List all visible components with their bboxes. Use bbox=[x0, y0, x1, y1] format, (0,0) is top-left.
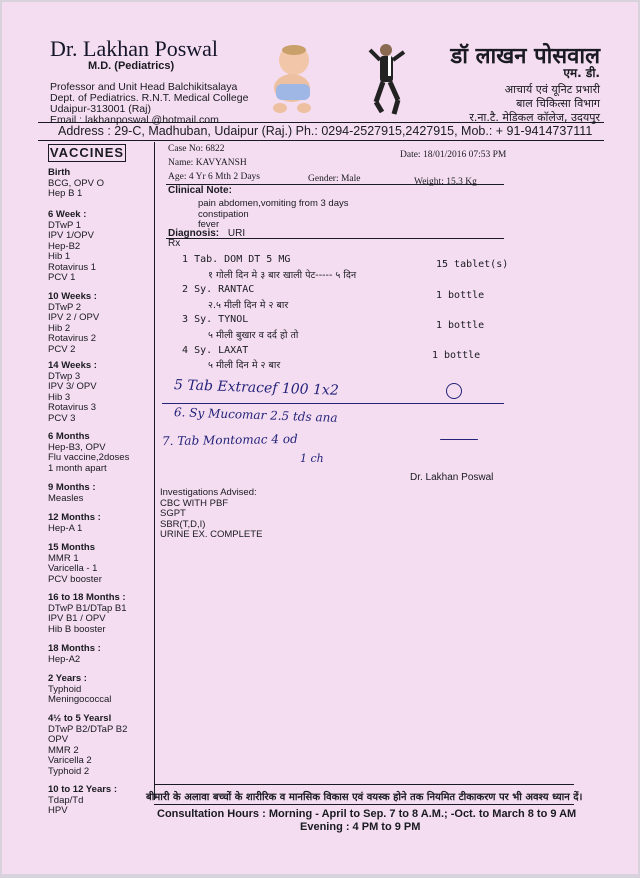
rx-drug: Sy. TYNOL bbox=[194, 314, 249, 325]
vaccine-item: Hib B booster bbox=[48, 623, 106, 635]
clinical-note-line: constipation bbox=[198, 208, 249, 220]
consultation-hours-evening: Evening : 4 PM to 9 PM bbox=[300, 821, 421, 833]
rx-item-3-name bbox=[182, 314, 248, 325]
rx-drug: Tab. DOM DT 5 MG bbox=[194, 254, 291, 265]
address-line: Address : 29-C, Madhuban, Udaipur (Raj.) Ph.: 0294-2527915,2427915, Mob.: + 91-9414737111 bbox=[58, 124, 593, 138]
handwritten-line-8: 1 ch bbox=[300, 452, 324, 465]
handwritten-underline bbox=[162, 403, 504, 404]
vaccine-item: Measles bbox=[48, 492, 84, 504]
vaccine-item: Hep-A2 bbox=[48, 653, 81, 665]
vaccine-heading: 18 Months : bbox=[48, 643, 101, 654]
vaccine-item: BCG, OPV O bbox=[48, 177, 104, 189]
vaccine-item: HPV bbox=[48, 805, 68, 816]
address-divider bbox=[38, 140, 604, 141]
vaccine-item: OPV bbox=[48, 734, 69, 745]
vaccine-item: Hep-A 1 bbox=[48, 522, 83, 534]
diagnosis-divider bbox=[166, 238, 504, 239]
handwritten-line-7: 7. Tab Montomac 4 od bbox=[161, 431, 298, 449]
investigations-label: Investigations Advised: bbox=[160, 487, 257, 498]
clinical-note-line: fever bbox=[198, 219, 220, 230]
vaccine-group-9-months bbox=[48, 483, 154, 504]
rx-number: 3 bbox=[182, 314, 189, 325]
degree-hindi: एम. डी. bbox=[563, 66, 600, 80]
vaccine-item: DTwP 2 bbox=[48, 301, 82, 313]
vaccine-heading: 10 Weeks : bbox=[48, 291, 97, 302]
vaccine-item: DTwP 1 bbox=[48, 219, 82, 231]
rx-item-1-quantity: 15 tablet(s) bbox=[436, 259, 509, 270]
vaccine-item: DTwP B1/DTap B1 bbox=[48, 602, 127, 614]
vaccine-group-12-months bbox=[48, 513, 154, 534]
city: Udaipur-313001 (Raj) bbox=[50, 103, 151, 115]
vaccine-item: Typhoid bbox=[48, 683, 82, 695]
designation-hindi: आचार्य एवं यूनिट प्रभारी bbox=[504, 83, 600, 96]
vaccine-item: PCV 1 bbox=[48, 272, 76, 283]
vaccine-heading: 6 Months bbox=[48, 431, 90, 442]
rx-label: Rx bbox=[168, 238, 181, 249]
rx-item-4-instructions: ५ मीली दिन मे २ बार bbox=[208, 360, 281, 371]
vaccine-group-15-months bbox=[48, 543, 154, 585]
doctor-name-hindi: डॉ लाखन पोसवाल bbox=[450, 44, 600, 69]
patient-name: Name: KAVYANSH bbox=[168, 158, 247, 168]
vaccine-item: Varicella 2 bbox=[48, 755, 92, 766]
vaccine-item: Rotavirus 2 bbox=[48, 333, 97, 344]
vaccine-item: 1 month apart bbox=[48, 462, 107, 474]
vaccine-item: IPV 1/OPV bbox=[48, 230, 94, 241]
rx-drug: Sy. LAXAT bbox=[194, 345, 249, 356]
vaccine-item: IPV 3/ OPV bbox=[48, 381, 97, 392]
rx-item-1-name bbox=[182, 254, 290, 265]
vaccine-group-10-weeks bbox=[48, 292, 154, 355]
footer-divider bbox=[154, 804, 574, 805]
baby-image bbox=[264, 42, 322, 116]
vaccines-title: VACCINES bbox=[49, 145, 125, 160]
vaccine-item: IPV 2 / OPV bbox=[48, 312, 100, 323]
vaccine-heading: 2 Years : bbox=[48, 673, 87, 684]
vaccine-item: Meningococcal bbox=[48, 694, 112, 705]
college-hindi: र.ना.टै. मेडिकल कॉलेज, उदयपुर bbox=[469, 111, 600, 124]
vaccine-item: Flu vaccine,2doses bbox=[48, 452, 130, 463]
vaccine-group-10-to-12-years bbox=[48, 785, 154, 817]
designation: Professor and Unit Head Balchikitsalaya bbox=[50, 81, 238, 93]
rx-drug: Sy. RANTAC bbox=[194, 284, 255, 295]
signature-name: Dr. Lakhan Poswal bbox=[410, 472, 494, 483]
vaccine-heading: 14 Weeks : bbox=[48, 360, 97, 371]
vaccine-group-14-weeks bbox=[48, 361, 154, 424]
handwritten-circle-mark bbox=[446, 383, 462, 399]
handwritten-line-6: 6. Sy Mucomar 2.5 tds ana bbox=[173, 405, 338, 425]
vaccine-item: DTwp 3 bbox=[48, 370, 81, 382]
handwritten-dash bbox=[440, 439, 478, 440]
vaccine-item: PCV 3 bbox=[48, 412, 76, 424]
doctor-name: Dr. Lakhan Poswal bbox=[50, 36, 219, 61]
diagnosis-label: Diagnosis: bbox=[168, 228, 220, 239]
vaccine-heading: 10 to 12 Years : bbox=[48, 784, 118, 795]
header-divider bbox=[38, 122, 604, 123]
rx-item-2-quantity: 1 bottle bbox=[436, 290, 485, 301]
rx-number: 1 bbox=[182, 254, 189, 265]
vaccine-item: MMR 2 bbox=[48, 744, 79, 756]
investigation-item: SGPT bbox=[160, 508, 186, 519]
investigation-item: URINE EX. COMPLETE bbox=[160, 529, 263, 540]
rx-item-1-instructions: १ गोली दिन मे ३ बार खाली पेट----- ५ दिन bbox=[208, 270, 357, 281]
clinical-notes bbox=[198, 199, 349, 231]
investigations bbox=[160, 488, 262, 541]
case-number: Case No: 6822 bbox=[168, 144, 225, 154]
rx-item-2-instructions: २.५ मीली दिन मे २ बार bbox=[208, 300, 289, 311]
rx-item-3-quantity: 1 bottle bbox=[436, 320, 485, 331]
vaccine-item: Hib 1 bbox=[48, 251, 71, 262]
vaccine-item: Rotavirus 3 bbox=[48, 402, 97, 413]
vaccine-heading: 16 to 18 Months : bbox=[48, 592, 126, 603]
investigation-item: SBR(T,D,I) bbox=[160, 518, 206, 530]
vaccine-item: Typhoid 2 bbox=[48, 765, 90, 777]
vaccination-reminder: बीमारी के अलावा बच्चों के शारीरिक व मानसिक विकास एवं वयस्क होने तक नियमित टीकाकरण पर भी अवश्य ध्यान दें। bbox=[146, 792, 583, 803]
vaccine-heading: Birth bbox=[48, 167, 71, 178]
vaccine-heading: 15 Months bbox=[48, 542, 95, 553]
jumping-man-image bbox=[368, 42, 408, 118]
footer-divider-top bbox=[154, 784, 574, 785]
email: Email : lakhanposwal @hotmail.com bbox=[50, 114, 219, 126]
vaccine-item: Varicella - 1 bbox=[48, 563, 98, 574]
diagnosis-value: URI bbox=[227, 228, 246, 239]
vaccine-group-6-months bbox=[48, 432, 154, 474]
vaccine-item: Hib 2 bbox=[48, 322, 71, 334]
handwritten-line-5: 5 Tab Extracef 100 1x2 bbox=[173, 377, 340, 399]
department-hindi: बाल चिकित्सा विभाग bbox=[516, 97, 600, 110]
vaccine-heading: 9 Months : bbox=[48, 482, 96, 493]
vaccine-item: IPV B1 / OPV bbox=[48, 613, 106, 624]
visit-date: Date: 18/01/2016 07:53 PM bbox=[400, 150, 507, 160]
vaccine-group-18-months bbox=[48, 644, 154, 665]
vaccine-item: Hep B 1 bbox=[48, 188, 83, 199]
rx-item-4-name bbox=[182, 345, 248, 356]
vaccine-item: PCV 2 bbox=[48, 343, 76, 355]
vaccine-item: Hep-B3, OPV bbox=[48, 441, 106, 453]
rx-number: 2 bbox=[182, 284, 189, 295]
vaccine-group-birth bbox=[48, 168, 154, 200]
vaccine-item: Tdap/Td bbox=[48, 794, 84, 806]
vaccine-group-6-week bbox=[48, 210, 154, 284]
doctor-degree: M.D. (Pediatrics) bbox=[88, 60, 175, 72]
patient-gender: Gender: Male bbox=[308, 174, 361, 184]
rx-item-3-instructions: ५ मीली बुखार व दर्द हो तो bbox=[208, 330, 299, 341]
clinical-note-label: Clinical Note: bbox=[168, 185, 232, 196]
rx-item-2-name bbox=[182, 284, 254, 295]
rx-item-4-quantity: 1 bottle bbox=[432, 350, 481, 361]
clinical-note-line: pain abdomen,vomiting from 3 days bbox=[198, 198, 349, 209]
vaccine-heading: 12 Months : bbox=[48, 512, 101, 523]
investigation-item: CBC WITH PBF bbox=[160, 497, 229, 509]
vaccine-heading: 6 Week : bbox=[48, 209, 87, 220]
vaccine-item: DTwP B2/DTaP B2 bbox=[48, 723, 128, 735]
department: Dept. of Pediatrics. R.N.T. Medical College bbox=[50, 92, 249, 104]
vaccine-heading: 4½ to 5 Yearsl bbox=[48, 713, 112, 724]
vaccine-item: Hib 3 bbox=[48, 391, 71, 403]
prescription-page bbox=[2, 2, 638, 874]
vaccine-item: MMR 1 bbox=[48, 552, 79, 564]
vaccine-item: PCV booster bbox=[48, 573, 102, 585]
rx-number: 4 bbox=[182, 345, 189, 356]
vaccine-group-2-years bbox=[48, 674, 154, 706]
consultation-hours-morning: Consultation Hours : Morning - April to Sep. 7 to 8 A.M.; -Oct. to March 8 to 9 AM bbox=[157, 808, 577, 820]
column-divider bbox=[154, 142, 155, 800]
vaccine-group-16-to-18-months bbox=[48, 593, 154, 635]
vaccine-group-4-5-years bbox=[48, 714, 154, 777]
patient-weight: Weight: 15.3 Kg bbox=[414, 177, 477, 187]
vaccine-item: Hep-B2 bbox=[48, 240, 81, 252]
patient-age: Age: 4 Yr 6 Mth 2 Days bbox=[168, 172, 260, 182]
vaccine-item: Rotavirus 1 bbox=[48, 261, 97, 273]
